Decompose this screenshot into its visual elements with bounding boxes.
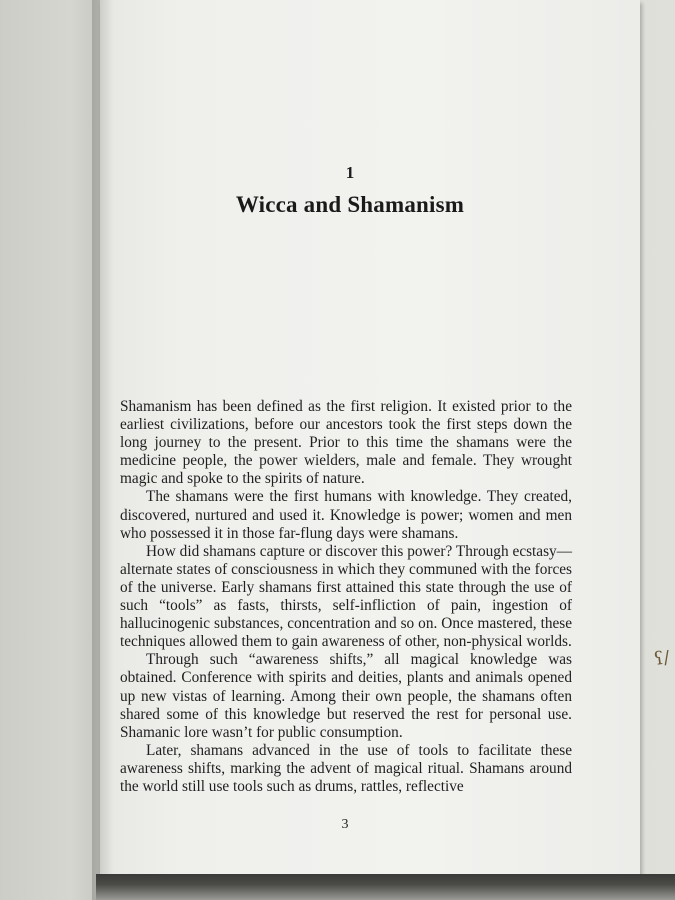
paragraph: How did shamans capture or discover this power? Through ecstasy—alternate states of consciousness in which they communed with the forces of the universe. Early shamans first attained this state through the use of such “tools” as fasts, thirsts, self-infliction of pain, ingestion of hallucinogenic substances, concentration and so on. Once mastered, these techniques allowed them to gain awareness of other, non-physical worlds. — [120, 542, 572, 651]
chapter-title: Wicca and Shamanism — [235, 192, 465, 217]
paragraph: Later, shamans advanced in the use of tools to facilitate these awareness shifts, marking the advent of magical ritual. Shamans around the world still use tools such as drums, rattles, reflective — [120, 741, 572, 795]
margin-mark: ʕ/ — [652, 647, 672, 670]
paragraph: The shamans were the first humans with knowledge. They created, discovered, nurtured and used it. Knowledge is power; women and men who possessed it in those far-flung days were shamans. — [120, 488, 572, 542]
paragraph: Shamanism has been defined as the first religion. It existed prior to the earliest civilizations, before our ancestors took the first steps down the long journey to the present. Prior to this time the shamans were the medicine people, the power wielders, male and female. They wrought magic and spoke to the spirits of nature. — [120, 398, 572, 488]
facing-page — [0, 0, 100, 900]
chapter-number: 1 — [345, 163, 355, 182]
book-page — [100, 0, 640, 876]
spine-shadow — [92, 0, 114, 900]
chapter-body — [120, 398, 572, 796]
page-edge-shadow — [96, 874, 675, 900]
paragraph: Through such “awareness shifts,” all magical knowledge was obtained. Conference with spirits and deities, plants and animals opened up new vistas of learning. Among their own people, the shamans often shared some of this knowledge but reserved the rest for personal use. Shamanic lore wasn’t for public consumption. — [120, 651, 572, 741]
page-number: 3 — [341, 817, 349, 832]
